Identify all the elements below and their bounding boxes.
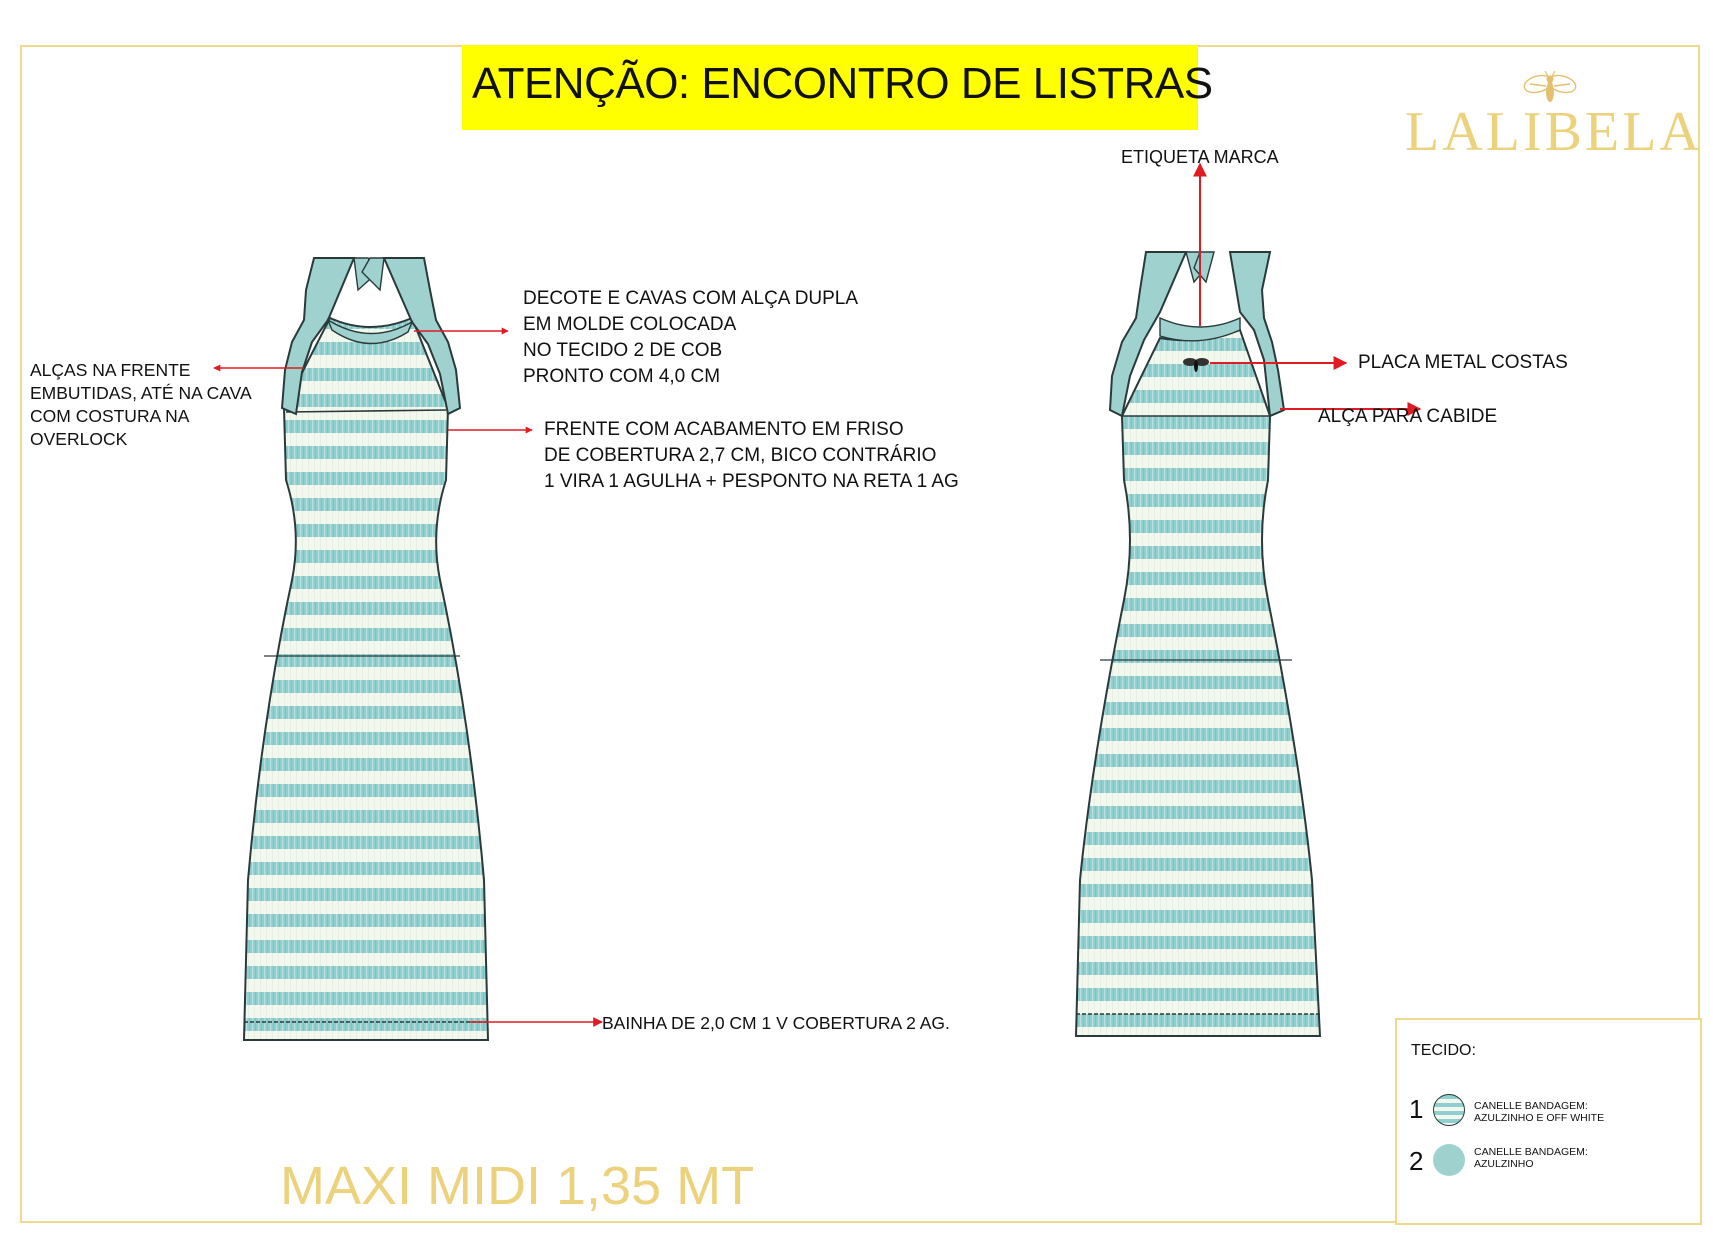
- legend-title: TECIDO:: [1411, 1042, 1476, 1059]
- model-title: MAXI MIDI 1,35 MT: [280, 1156, 755, 1216]
- legend-desc-2: CANELLE BANDAGEM: AZULZINHO: [1474, 1146, 1588, 1170]
- front-dress: [244, 258, 488, 1040]
- back-dress: [1076, 252, 1320, 1036]
- back-body: [1076, 330, 1320, 1036]
- brand-logo: LALIBELA: [1405, 101, 1703, 163]
- legend-desc-1: CANELLE BANDAGEM: AZULZINHO E OFF WHITE: [1474, 1100, 1605, 1124]
- note-straps: ALÇAS NA FRENTE EMBUTIDAS, ATÉ NA CAVA COM COSTURA NA OVERLOCK: [30, 360, 252, 449]
- note-hanger: ALÇA PARA CABIDE: [1318, 406, 1498, 427]
- swatch-striped: [1433, 1094, 1465, 1126]
- note-plate: PLACA METAL COSTAS: [1358, 352, 1568, 373]
- note-hem: BAINHA DE 2,0 CM 1 V COBERTURA 2 AG.: [602, 1013, 950, 1033]
- note-label: ETIQUETA MARCA: [1121, 147, 1279, 167]
- attention-text: ATENÇÃO: ENCONTRO DE LISTRAS: [472, 59, 1213, 108]
- note-finish: FRENTE COM ACABAMENTO EM FRISO DE COBERTURA 2,7 CM, BICO CONTRÁRIO 1 VIRA 1 AGULHA + PESPONTO NA RETA 1 AG: [544, 419, 959, 492]
- fabric-legend: [1395, 1018, 1702, 1225]
- legend-num-1: 1: [1409, 1094, 1424, 1124]
- note-neckline: DECOTE E CAVAS COM ALÇA DUPLA EM MOLDE COLOCADA NO TECIDO 2 DE COB PRONTO COM 4,0 CM: [523, 288, 859, 387]
- front-body: [244, 318, 488, 1040]
- swatch-solid: [1433, 1144, 1465, 1176]
- legend-num-2: 2: [1409, 1146, 1424, 1176]
